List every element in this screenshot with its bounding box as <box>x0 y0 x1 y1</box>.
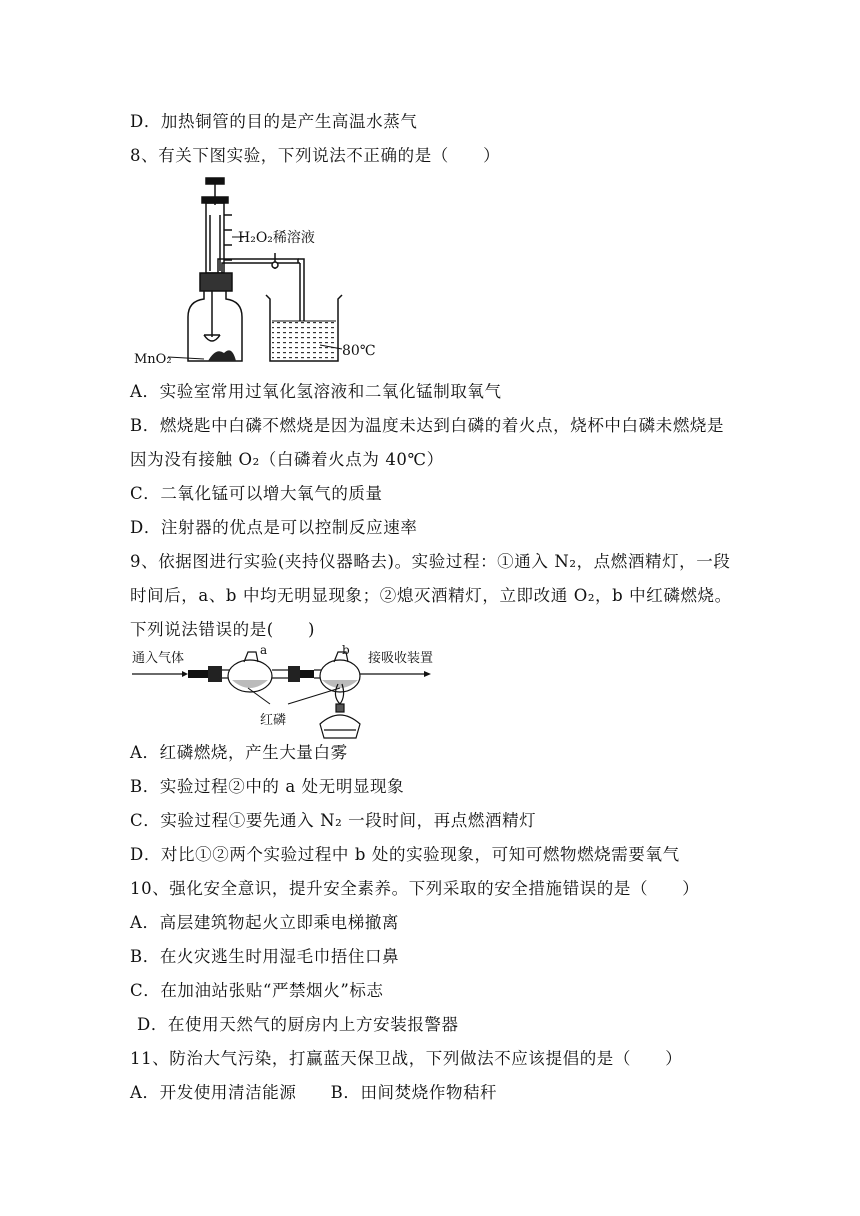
mno2-label: MnO₂ <box>134 352 172 367</box>
o2-combustion-apparatus-figure <box>132 175 392 370</box>
q8-option-b: B．燃烧匙中白磷不燃烧是因为温度未达到白磷的着火点，烧杯中白磷未燃烧是 <box>130 416 725 435</box>
q8-option-b-cont: 因为没有接触 O₂（白磷着火点为 40℃） <box>130 450 444 469</box>
q9-stem-3: 下列说法错误的是( ) <box>130 620 316 639</box>
label-a: a <box>260 644 268 657</box>
label-b: b <box>342 644 350 657</box>
q10-option-d: D．在使用天然气的厨房内上方安装报警器 <box>137 1015 459 1034</box>
red-phosphorus-apparatus-figure <box>128 644 438 740</box>
q8-option-c: C．二氧化锰可以增大氧气的质量 <box>130 484 383 503</box>
mno2-pile <box>208 350 236 361</box>
h2o2-label: H₂O₂稀溶液 <box>238 230 315 246</box>
q9-option-d: D．对比①②两个实验过程中 b 处的实验现象，可知可燃物燃烧需要氧气 <box>130 845 680 864</box>
q8-option-a: A．实验室常用过氧化氢溶液和二氧化锰制取氧气 <box>130 382 502 401</box>
q9-stem-2: 时间后，a、b 中均无明显现象；②熄灭酒精灯，立即改通 O₂，b 中红磷燃烧。 <box>130 586 732 605</box>
q10-option-b: B．在火灾逃生时用湿毛巾捂住口鼻 <box>130 947 400 966</box>
q10-option-a: A．高层建筑物起火立即乘电梯撤离 <box>130 913 400 932</box>
gas-out-label: 接吸收装置 <box>368 651 434 666</box>
gas-in-label: 通入气体 <box>132 651 185 666</box>
q7-option-d: D．加热铜管的目的是产生高温水蒸气 <box>130 112 418 131</box>
temperature-label: 80℃ <box>342 343 376 359</box>
reaction-bottle <box>188 273 242 361</box>
q9-stem-1: 9、依据图进行实验(夹持仪器略去)。实验过程：①通入 N₂，点燃酒精灯，一段 <box>130 552 731 571</box>
q9-option-b: B．实验过程②中的 a 处无明显现象 <box>130 777 405 796</box>
q10-option-c: C．在加油站张贴“严禁烟火”标志 <box>130 981 384 1000</box>
connector-2 <box>288 666 300 682</box>
q8-stem: 8、有关下图实验，下列说法不正确的是（ ） <box>130 146 501 165</box>
q9-option-a: A．红磷燃烧，产生大量白雾 <box>130 743 348 762</box>
beaker-water <box>272 321 336 359</box>
q11-stem: 11、防治大气污染，打赢蓝天保卫战，下列做法不应该提倡的是（ ） <box>130 1049 683 1068</box>
q8-option-d: D．注射器的优点是可以控制反应速率 <box>130 518 418 537</box>
connector-1 <box>188 670 208 678</box>
q10-stem: 10、强化安全意识，提升安全素养。下列采取的安全措施错误的是（ ） <box>130 879 700 898</box>
q11-options-ab: A．开发使用清洁能源 B．田间焚烧作物秸秆 <box>130 1083 498 1102</box>
red-phosphorus-label: 红磷 <box>260 713 287 728</box>
q9-option-c: C．实验过程①要先通入 N₂ 一段时间，再点燃酒精灯 <box>130 811 537 830</box>
